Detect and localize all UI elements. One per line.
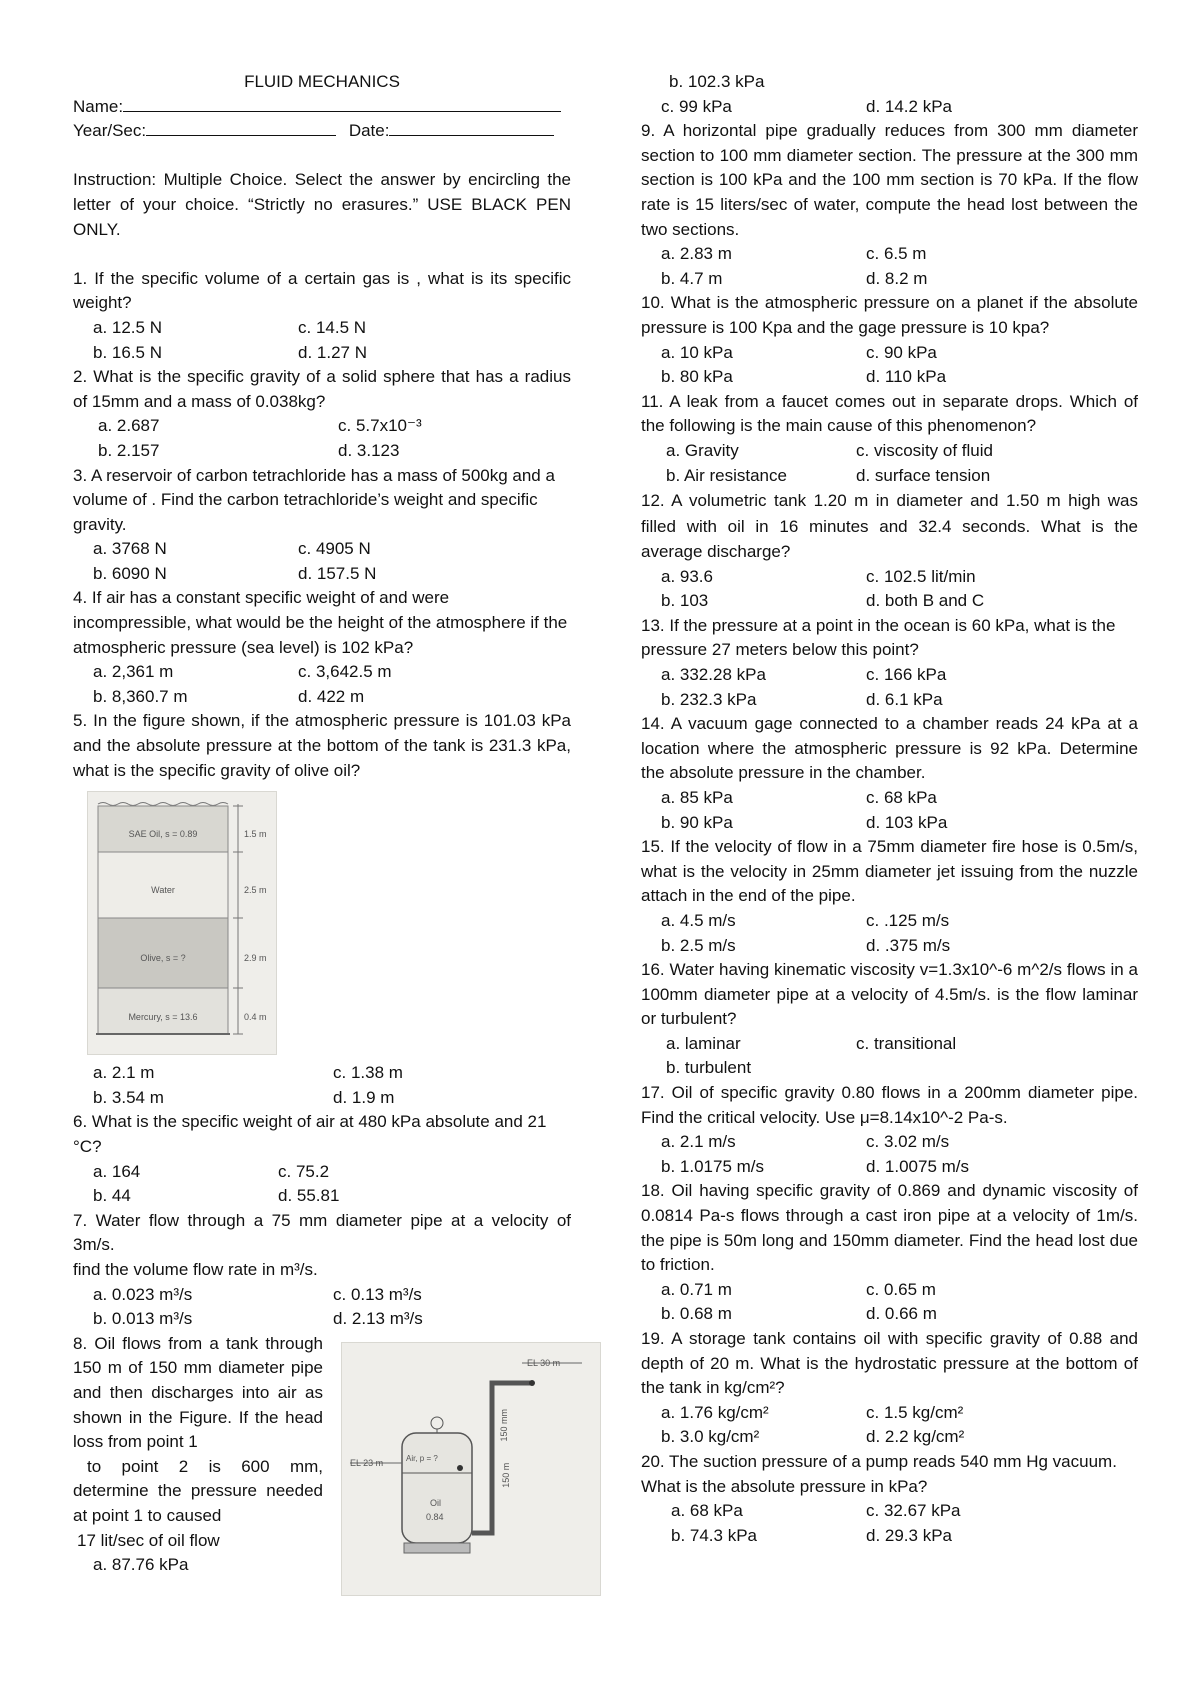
option-5b[interactable]: b. 3.54 m <box>93 1087 164 1107</box>
question-17: 17. Oil of specific gravity 0.80 flows in a 200mm diameter pipe. Find the critical velocity. Use μ=8.14x10^-2 Pa-s. <box>641 1083 1138 1127</box>
pipe-length-label: 150 m <box>501 1462 512 1488</box>
option-2c[interactable]: c. 5.7x10⁻³ <box>338 416 422 436</box>
option-13d[interactable]: d. 6.1 kPa <box>866 689 943 709</box>
option-8c[interactable]: c. 99 kPa <box>661 96 732 116</box>
question-14: 14. A vacuum gage connected to a chamber reads 24 kPa at a location where the atmospheric pressure is 92 kPa. Determine the absolute pressure in the chamber. <box>641 714 1138 783</box>
option-2d[interactable]: d. 3.123 <box>338 440 400 460</box>
question-20: 20. The suction pressure of a pump reads 540 mm Hg vacuum. What is the absolute pressure in kPa? <box>641 1451 1117 1496</box>
option-20b[interactable]: b. 74.3 kPa <box>671 1525 758 1545</box>
option-10c[interactable]: c. 90 kPa <box>866 342 937 362</box>
option-11c[interactable]: c. viscosity of fluid <box>856 440 993 460</box>
question-13-options <box>641 663 1138 712</box>
option-13b[interactable]: b. 232.3 kPa <box>661 689 757 709</box>
tank-layers-figure <box>87 791 277 1055</box>
point-1-icon <box>457 1465 463 1471</box>
option-19b[interactable]: b. 3.0 kg/cm² <box>661 1427 760 1447</box>
name-label: Name: <box>73 96 124 116</box>
oil-tank-figure <box>341 1342 601 1596</box>
depth-label-3: 2.9 m <box>244 953 267 964</box>
question-9-options <box>641 242 1138 291</box>
option-7a[interactable]: a. 0.023 m³/s <box>93 1284 193 1304</box>
question-17-options <box>641 1130 1138 1179</box>
option-9d[interactable]: d. 8.2 m <box>866 268 928 288</box>
option-2b[interactable]: b. 2.157 <box>98 440 160 460</box>
name-blank[interactable] <box>123 95 561 112</box>
option-6b[interactable]: b. 44 <box>93 1186 131 1206</box>
yearsec-label: Year/Sec: <box>73 121 147 141</box>
point-2-icon <box>529 1380 535 1386</box>
oil-sg-label: 0.84 <box>426 1511 444 1522</box>
option-3c[interactable]: c. 4905 N <box>298 539 371 559</box>
option-1b[interactable]: b. 16.5 N <box>93 342 162 362</box>
option-7c[interactable]: c. 0.13 m³/s <box>333 1284 422 1304</box>
question-15: 15. If the velocity of flow in a 75mm diameter fire hose is 0.5m/s, what is the velocity in 25mm diameter jet issuing from the nuzzle attach in the end of the pipe. <box>641 837 1138 906</box>
option-3b[interactable]: b. 6090 N <box>93 563 167 583</box>
depth-label-4: 0.4 m <box>244 1012 267 1023</box>
date-label: Date: <box>348 121 390 141</box>
option-18a[interactable]: a. 0.71 m <box>661 1279 732 1299</box>
question-7: 7. Water flow through a 75 mm diameter pipe at a velocity of 3m/s. <box>73 1210 571 1255</box>
option-9a[interactable]: a. 2.83 m <box>661 244 732 264</box>
option-1c[interactable]: c. 14.5 N <box>298 317 367 337</box>
question-5: 5. In the figure shown, if the atmospheric pressure is 101.03 kPa and the absolute pressure at the bottom of the tank is 231.3 kPa, what is the specific gravity of olive oil? <box>73 711 571 780</box>
question-13: 13. If the pressure at a point in the ocean is 60 kPa, what is the pressure 27 meters below this point? <box>641 615 1116 660</box>
option-7d[interactable]: d. 2.13 m³/s <box>333 1309 423 1329</box>
question-19: 19. A storage tank contains oil with specific gravity of 0.88 and depth of 20 m. What is the hydrostatic pressure at the bottom of the tank in kg/cm²? <box>641 1329 1138 1398</box>
option-18c[interactable]: c. 0.65 m <box>866 1279 936 1299</box>
option-5a[interactable]: a. 2.1 m <box>93 1063 155 1083</box>
option-6a[interactable]: a. 164 <box>93 1161 141 1181</box>
elevation-left-label: EL 23 m <box>350 1457 384 1468</box>
option-19a[interactable]: a. 1.76 kg/cm² <box>661 1402 769 1422</box>
right-column <box>641 70 1138 1548</box>
option-9c[interactable]: c. 6.5 m <box>866 244 927 264</box>
option-18b[interactable]: b. 0.68 m <box>661 1304 732 1324</box>
question-16: 16. Water having kinematic viscosity v=1.3x10^-6 m^2/s flows in a 100mm diameter pipe at a velocity of 4.5m/s. is the flow laminar or turbulent? <box>641 960 1138 1029</box>
depth-label-2: 2.5 m <box>244 885 267 896</box>
option-11b[interactable]: b. Air resistance <box>666 465 787 485</box>
question-12: 12. A volumetric tank 1.20 m in diameter and 1.50 m high was filled with oil in 16 minutes and 32.4 seconds. What is the average discharge? <box>641 491 1138 562</box>
option-14a[interactable]: a. 85 kPa <box>661 787 733 807</box>
option-14d[interactable]: d. 103 kPa <box>866 812 948 832</box>
question-9: 9. A horizontal pipe gradually reduces from 300 mm diameter section to 100 mm diameter section. The pressure at the 300 mm section is 100 kPa and the 100 mm section is 70 kPa. If the flow rate is 15 liters/sec of water, compute the head lost between the two sections. <box>641 121 1138 239</box>
option-2a[interactable]: a. 2.687 <box>98 416 160 436</box>
option-9b[interactable]: b. 4.7 m <box>661 268 723 288</box>
question-7-options <box>73 1283 571 1332</box>
page-title: FLUID MECHANICS <box>244 72 400 91</box>
option-1d[interactable]: d. 1.27 N <box>298 342 367 362</box>
option-15c[interactable]: c. .125 m/s <box>866 910 950 930</box>
option-12a[interactable]: a. 93.6 <box>661 566 713 586</box>
question-10: 10. What is the atmospheric pressure on a planet if the absolute pressure is 100 Kpa and the gage pressure is 10 kpa? <box>641 293 1138 337</box>
discharge-pipe <box>472 1383 532 1533</box>
option-14b[interactable]: b. 90 kPa <box>661 812 733 832</box>
left-column <box>73 70 571 1606</box>
option-12b[interactable]: b. 103 <box>661 591 709 611</box>
option-11d[interactable]: d. surface tension <box>856 465 991 485</box>
oil-label: Oil <box>430 1497 441 1508</box>
option-4c[interactable]: c. 3,642.5 m <box>298 662 392 682</box>
option-10a[interactable]: a. 10 kPa <box>661 342 733 362</box>
question-20-options <box>641 1499 1138 1548</box>
option-17a[interactable]: a. 2.1 m/s <box>661 1132 736 1152</box>
question-2: 2. What is the specific gravity of a solid sphere that has a radius of 15mm and a mass of 0.038kg? <box>73 367 571 411</box>
option-14c[interactable]: c. 68 kPa <box>866 787 937 807</box>
yearsec-date-line <box>73 119 571 144</box>
option-17b[interactable]: b. 1.0175 m/s <box>661 1156 765 1176</box>
option-8d[interactable]: d. 14.2 kPa <box>866 96 953 116</box>
depth-label-1: 1.5 m <box>244 829 267 840</box>
option-17d[interactable]: d. 1.0075 m/s <box>866 1156 970 1176</box>
question-8-options-rest <box>641 95 1138 120</box>
option-18d[interactable]: d. 0.66 m <box>866 1304 937 1324</box>
option-8a[interactable]: a. 87.76 kPa <box>93 1555 189 1575</box>
question-4: 4. If air has a constant specific weight of and were incompressible, what would be the height of the atmosphere if the atmospheric pressure (sea level) is 102 kPa? <box>73 588 568 657</box>
option-11a[interactable]: a. Gravity <box>666 440 739 460</box>
question-15-options <box>641 909 1138 958</box>
question-7-line-2: find the volume flow rate in m³/s. <box>73 1259 318 1279</box>
question-2-options <box>73 414 571 463</box>
question-5-options <box>73 1061 571 1110</box>
name-line <box>73 95 571 120</box>
option-4b[interactable]: b. 8,360.7 m <box>93 686 188 706</box>
option-10b[interactable]: b. 80 kPa <box>661 367 733 387</box>
option-20a[interactable]: a. 68 kPa <box>671 1501 743 1521</box>
question-3-options <box>73 537 571 586</box>
option-12d[interactable]: d. both B and C <box>866 591 985 611</box>
option-1a[interactable]: a. 12.5 N <box>93 317 162 337</box>
option-5c[interactable]: c. 1.38 m <box>333 1063 403 1083</box>
option-8b[interactable]: b. 102.3 kPa <box>669 72 765 91</box>
yearsec-blank[interactable] <box>146 119 336 136</box>
date-blank[interactable] <box>389 119 554 136</box>
pressure-gauge-icon <box>431 1417 443 1429</box>
question-3: 3. A reservoir of carbon tetrachloride has a mass of 500kg and a volume of . Find the carbon tetrachloride’s weight and specific gravity. <box>73 465 555 534</box>
question-11: 11. A leak from a faucet comes out in separate drops. Which of the following is the main cause of this phenomenon? <box>641 391 1138 436</box>
option-20d[interactable]: d. 29.3 kPa <box>866 1525 953 1545</box>
option-15b[interactable]: b. 2.5 m/s <box>661 935 736 955</box>
question-16-options <box>641 1032 1138 1081</box>
question-11-options <box>641 439 1138 488</box>
layer-label-mercury: Mercury, s = 13.6 <box>128 1012 198 1023</box>
option-3d[interactable]: d. 157.5 N <box>298 563 377 583</box>
option-16b[interactable]: b. turbulent <box>666 1058 752 1078</box>
question-8-line-2: to point 2 is 600 mm, determine the pressure needed at point 1 to caused <box>73 1456 323 1525</box>
instruction-text: Instruction: Multiple Choice. Select the answer by encircling the letter of your choice. “Strictly no erasures.” USE BLACK PEN ONLY. <box>73 170 571 239</box>
layer-label-olive: Olive, s = ? <box>140 953 186 964</box>
option-10d[interactable]: d. 110 kPa <box>866 367 947 387</box>
option-7b[interactable]: b. 0.013 m³/s <box>93 1309 193 1329</box>
option-20c[interactable]: c. 32.67 kPa <box>866 1501 961 1521</box>
option-19d[interactable]: d. 2.2 kg/cm² <box>866 1427 965 1447</box>
elevation-top-label: EL 30 m <box>527 1357 561 1368</box>
question-6-options <box>73 1160 571 1209</box>
layer-label-water: Water <box>151 885 175 896</box>
layer-label-oil: SAE Oil, s = 0.89 <box>128 829 198 840</box>
question-6: 6. What is the specific weight of air at 480 kPa absolute and 21 °C? <box>73 1112 547 1156</box>
option-15a[interactable]: a. 4.5 m/s <box>661 910 736 930</box>
question-18-options <box>641 1278 1138 1327</box>
question-8-line-3: 17 lit/sec of oil flow <box>77 1530 220 1550</box>
option-6c[interactable]: c. 75.2 <box>278 1161 330 1181</box>
question-1-options <box>73 316 571 365</box>
option-13a[interactable]: a. 332.28 kPa <box>661 664 766 684</box>
question-10-options <box>641 341 1138 390</box>
option-3a[interactable]: a. 3768 N <box>93 539 167 559</box>
option-6d[interactable]: d. 55.81 <box>278 1186 340 1206</box>
air-label: Air, p = ? <box>406 1453 438 1463</box>
question-8-block <box>73 1332 571 1606</box>
option-19c[interactable]: c. 1.5 kg/cm² <box>866 1402 964 1422</box>
option-12c[interactable]: c. 102.5 lit/min <box>866 566 976 586</box>
option-16c[interactable]: c. transitional <box>856 1033 957 1053</box>
question-19-options <box>641 1401 1138 1450</box>
question-18: 18. Oil having specific gravity of 0.869 and dynamic viscosity of 0.0814 Pa-s flows through a cast iron pipe at a velocity of 1m/s. the pipe is 50m long and 150mm diameter. Find the head lost due to friction. <box>641 1181 1138 1275</box>
question-4-options <box>73 660 571 709</box>
question-12-options <box>641 565 1138 614</box>
option-5d[interactable]: d. 1.9 m <box>333 1087 395 1107</box>
question-14-options <box>641 786 1138 835</box>
option-13c[interactable]: c. 166 kPa <box>866 664 947 684</box>
pipe-diameter-label: 150 mm <box>498 1408 509 1442</box>
question-8: 8. Oil flows from a tank through 150 m of 150 mm diameter pipe and then discharges into air as shown in the Figure. If the head loss from point 1 <box>73 1333 323 1452</box>
question-8-text-block <box>73 1332 323 1578</box>
question-1: 1. If the specific volume of a certain gas is , what is its specific weight? <box>73 268 571 313</box>
option-4a[interactable]: a. 2,361 m <box>93 662 174 682</box>
option-15d[interactable]: d. .375 m/s <box>866 935 951 955</box>
option-4d[interactable]: d. 422 m <box>298 686 365 706</box>
option-17c[interactable]: c. 3.02 m/s <box>866 1132 950 1152</box>
option-16a[interactable]: a. laminar <box>666 1033 741 1053</box>
